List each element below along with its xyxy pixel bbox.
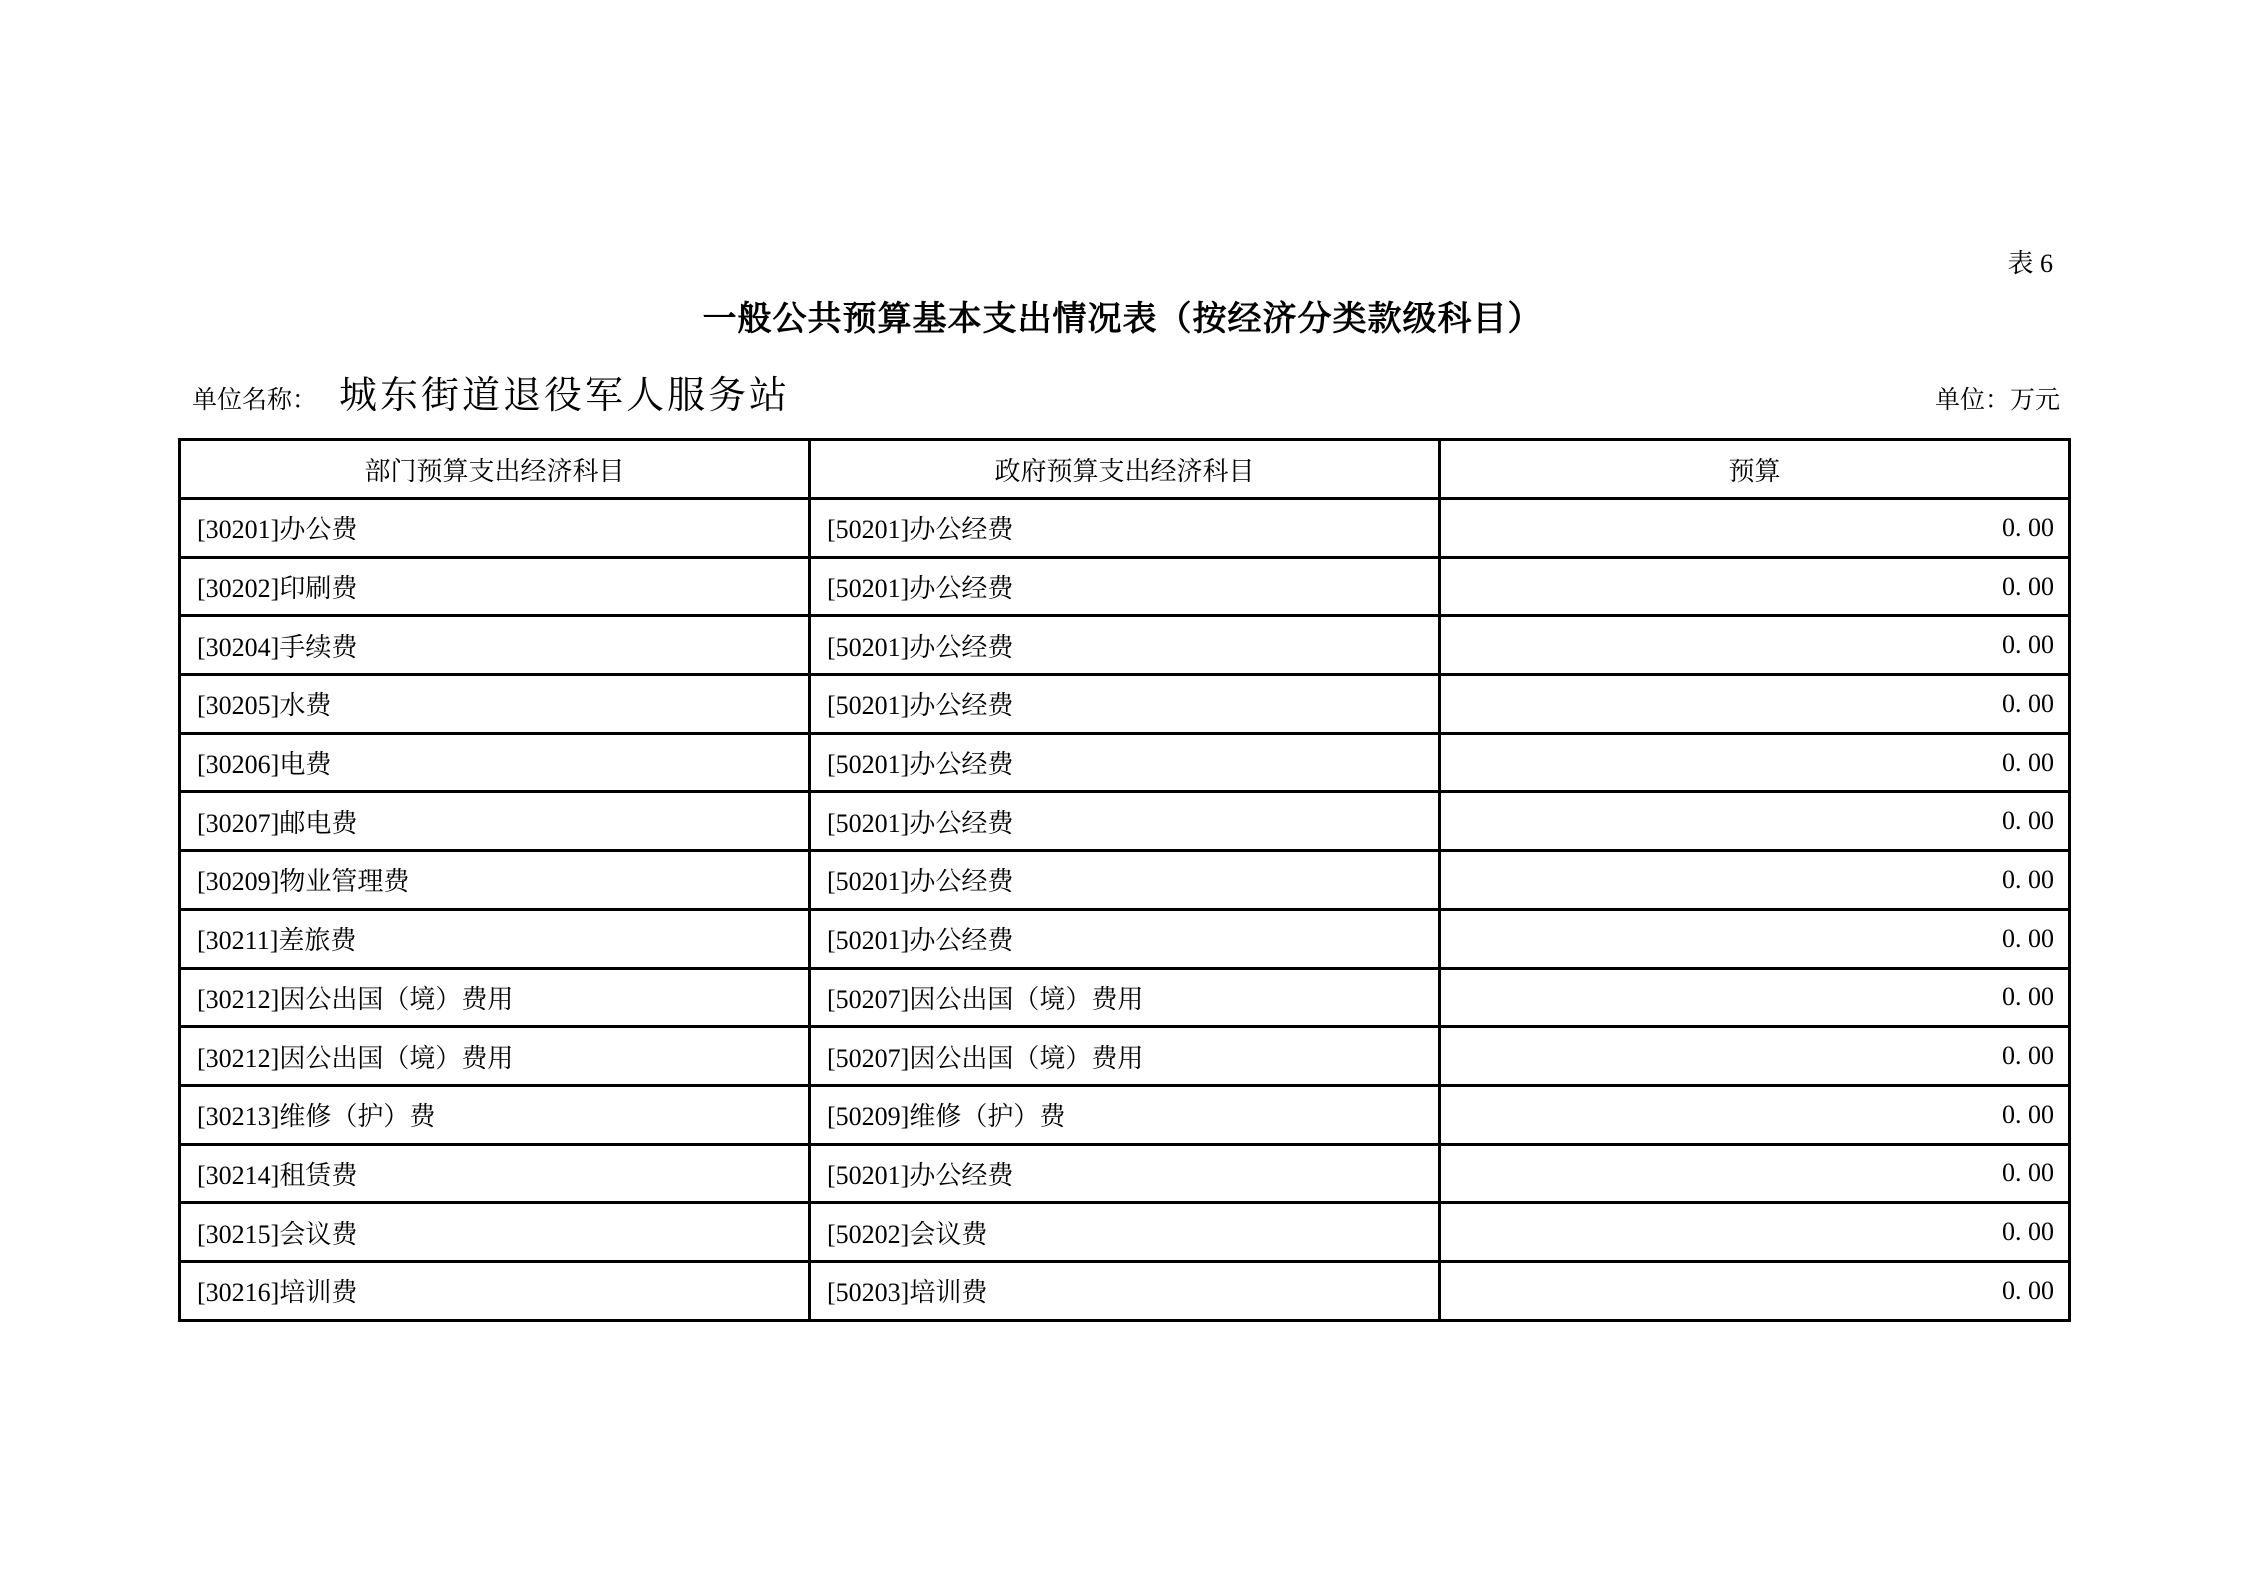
table-row	[180, 733, 2070, 792]
budget-cell: 0. 00	[1440, 851, 2070, 910]
gov-cell: [50201]办公经费	[810, 616, 1440, 675]
budget-cell: 0. 00	[1440, 1085, 2070, 1144]
dept-cell: [30216]培训费	[180, 1261, 810, 1320]
dept-cell: [30214]租赁费	[180, 1144, 810, 1203]
budget-cell: 0. 00	[1440, 1203, 2070, 1262]
gov-cell: [50203]培训费	[810, 1261, 1440, 1320]
budget-cell: 0. 00	[1440, 1027, 2070, 1086]
unit-name-label: 单位名称：	[192, 387, 318, 414]
header-budget: 预算	[1440, 440, 2070, 499]
gov-cell: [50201]办公经费	[810, 733, 1440, 792]
table-row	[180, 792, 2070, 851]
table-body	[180, 499, 2070, 1321]
table-number: 表 6	[2007, 249, 2053, 278]
table-row	[180, 675, 2070, 734]
table-row	[180, 499, 2070, 558]
budget-cell: 0. 00	[1440, 733, 2070, 792]
table-row	[180, 557, 2070, 616]
dept-cell: [30201]办公费	[180, 499, 810, 558]
table-row	[180, 1203, 2070, 1262]
unit-name-value: 城东街道退役军人服务站	[339, 375, 791, 417]
dept-cell: [30215]会议费	[180, 1203, 810, 1262]
table-row	[180, 851, 2070, 910]
table-row	[180, 616, 2070, 675]
gov-cell: [50201]办公经费	[810, 909, 1440, 968]
gov-cell: [50201]办公经费	[810, 499, 1440, 558]
budget-cell: 0. 00	[1440, 616, 2070, 675]
dept-cell: [30206]电费	[180, 733, 810, 792]
dept-cell: [30209]物业管理费	[180, 851, 810, 910]
gov-cell: [50201]办公经费	[810, 851, 1440, 910]
gov-cell: [50201]办公经费	[810, 557, 1440, 616]
budget-cell: 0. 00	[1440, 792, 2070, 851]
info-row	[192, 364, 2060, 419]
table-row	[180, 1144, 2070, 1203]
unit-measure-label: 单位：万元	[1934, 387, 2060, 414]
gov-cell: [50201]办公经费	[810, 1144, 1440, 1203]
gov-cell: [50209]维修（护）费	[810, 1085, 1440, 1144]
header-dept-economic-category: 部门预算支出经济科目	[180, 440, 810, 499]
budget-cell: 0. 00	[1440, 1261, 2070, 1320]
dept-cell: [30212]因公出国（境）费用	[180, 968, 810, 1027]
budget-cell: 0. 00	[1440, 909, 2070, 968]
table-row	[180, 968, 2070, 1027]
budget-cell: 0. 00	[1440, 968, 2070, 1027]
budget-table	[178, 438, 2071, 1322]
gov-cell: [50207]因公出国（境）费用	[810, 1027, 1440, 1086]
table-row	[180, 1027, 2070, 1086]
table-row	[180, 909, 2070, 968]
table-row	[180, 1261, 2070, 1320]
table-row	[180, 1085, 2070, 1144]
dept-cell: [30213]维修（护）费	[180, 1085, 810, 1144]
budget-cell: 0. 00	[1440, 499, 2070, 558]
header-gov-economic-category: 政府预算支出经济科目	[810, 440, 1440, 499]
page-title: 一般公共预算基本支出情况表（按经济分类款级科目）	[702, 301, 1543, 338]
dept-cell: [30204]手续费	[180, 616, 810, 675]
gov-cell: [50207]因公出国（境）费用	[810, 968, 1440, 1027]
gov-cell: [50202]会议费	[810, 1203, 1440, 1262]
dept-cell: [30205]水费	[180, 675, 810, 734]
table-header-row	[180, 440, 2070, 499]
dept-cell: [30211]差旅费	[180, 909, 810, 968]
budget-cell: 0. 00	[1440, 675, 2070, 734]
dept-cell: [30212]因公出国（境）费用	[180, 1027, 810, 1086]
budget-cell: 0. 00	[1440, 557, 2070, 616]
gov-cell: [50201]办公经费	[810, 792, 1440, 851]
dept-cell: [30202]印刷费	[180, 557, 810, 616]
gov-cell: [50201]办公经费	[810, 675, 1440, 734]
dept-cell: [30207]邮电费	[180, 792, 810, 851]
budget-cell: 0. 00	[1440, 1144, 2070, 1203]
